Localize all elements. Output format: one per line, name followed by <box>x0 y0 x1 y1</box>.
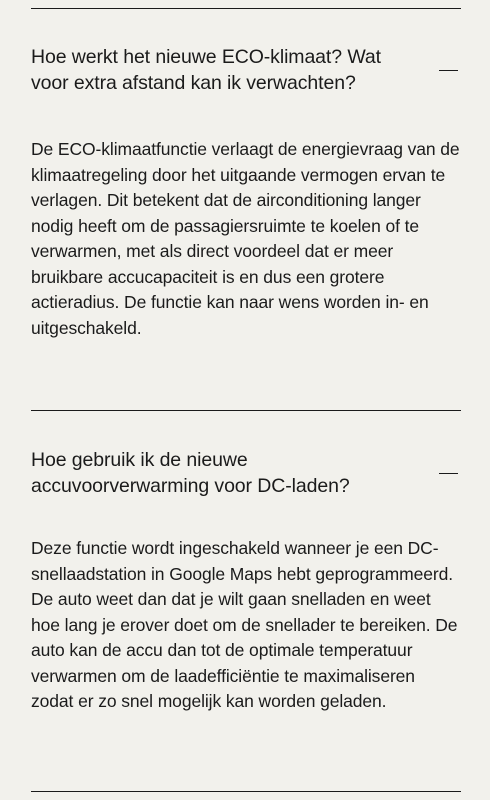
divider <box>31 8 461 9</box>
faq-item-battery-preheating <box>31 447 461 715</box>
faq-question-toggle[interactable] <box>31 447 461 499</box>
minus-icon[interactable] <box>439 473 458 474</box>
minus-icon[interactable] <box>439 70 458 71</box>
faq-question: Hoe gebruik ik de nieuwe accuvoorverwarming voor DC-laden? <box>31 449 350 497</box>
faq-question: Hoe werkt het nieuwe ECO-klimaat? Wat voor extra afstand kan ik verwachten? <box>31 46 381 94</box>
faq-question-toggle[interactable] <box>31 44 461 96</box>
faq-item-eco-climate <box>31 44 461 341</box>
faq-answer: Deze functie wordt ingeschakeld wanneer je een DC-snellaadstation in Google Maps hebt geprogrammeerd. De auto weet dan dat je wilt gaan snelladen en weet hoe lang je erover doet om de snellader te bereiken. De auto kan de accu dan tot de optimale temperatuur verwarmen om de laadefficiëntie te maximaliseren zodat er zo snel mogelijk kan worden geladen. <box>31 538 458 711</box>
divider <box>31 791 461 792</box>
faq-answer: De ECO-klimaatfunctie verlaagt de energievraag van de klimaatregeling door het uitgaande vermogen ervan te verlagen. Dit betekent dat de airconditioning langer nodig heeft om de passagiersruimte te koelen of te verwarmen, met als direct voordeel dat er meer bruikbare accucapaciteit is en dus een grotere actieradius. De functie kan naar wens worden in- en uitgeschakeld. <box>31 139 460 338</box>
divider <box>31 410 461 411</box>
